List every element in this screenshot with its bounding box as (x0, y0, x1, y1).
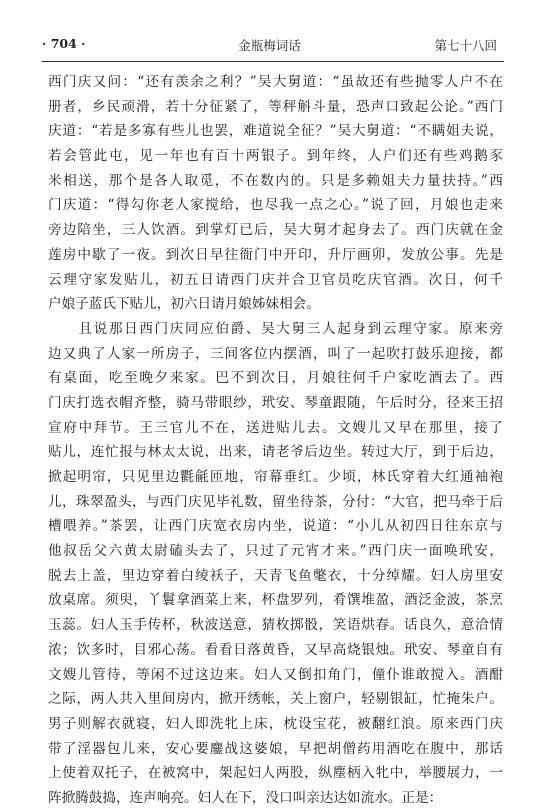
text-line: 槽喂养。”茶罢，让西门庆宽衣房内坐，说道：“小儿从初四日往东京与 (48, 518, 503, 535)
text-line: 且说那日西门庆同应伯爵、吴大舅三人起身到云理守家。原来旁 (48, 320, 503, 337)
body-text (48, 70, 503, 811)
text-line: 册者，乡民顽滑，若十分征紧了，等秤斛斗量，恐声口致起公论。”西门 (48, 98, 503, 115)
text-line: 宣府中拜节。王三官儿不在，送进贴儿去。文嫂儿又早在那里，接了 (48, 419, 503, 436)
text-line: 他叔岳父六黄太尉磕头去了，只过了元宵才来。”西门庆一面唤玳安， (48, 543, 503, 560)
book-title: 金瓶梅词话 (238, 38, 301, 53)
text-line: 阵掀腾鼓捣，连声响亮。妇人在下，没口叫亲达达如流水。正是： (48, 789, 443, 806)
text-line: 边又典了人家一所房子，三间客位内摆酒，叫了一起吹打鼓乐迎接，都 (48, 345, 503, 362)
text-line: 云理守家发贴儿，初五日请西门庆并合卫官员吃庆官酒。次日，何千 (48, 271, 503, 288)
text-line: 儿，珠翠盈头，与西门庆见毕礼数，留坐待茶，分付：“大官，把马牵于后 (48, 493, 503, 510)
chapter-label: 第七十八回 (434, 38, 497, 53)
text-line: 玉蕊。妇人玉手传杯，秋波送意，猜枚掷骰，笑语烘春。话良久，意洽情 (48, 617, 503, 634)
text-line: 若会管此屯，见一年也有百十两银子。到年终，人户们还有些鸡鹅豕 (48, 148, 503, 165)
header-rule (42, 61, 504, 62)
text-line: 有桌面，吃至晚夕来家。巴不到次日，月娘往何千户家吃酒去了。西 (48, 370, 503, 387)
text-line: 带了淫器包儿来，安心要鏖战这婆娘，早把胡僧药用酒吃在腹中，那话 (48, 740, 503, 757)
text-line: 莲房中歇了一夜。到次日早往衙门中开印，升厅画卯，发放公事。先是 (48, 246, 503, 263)
text-line: 脱去上盖，里边穿着白绫袄子，天青飞鱼氅衣，十分绰耀。妇人房里安 (48, 567, 503, 584)
text-line: 西门庆又问：“还有羡余之利？”吴大舅道：“虽故还有些抛零人户不在 (48, 74, 503, 90)
text-line: 米相送，那个是各人取觅，不在数内的。只是多赖姐夫力量扶持。”西 (48, 172, 503, 189)
text-line: 放桌席。须臾，丫鬟拿酒菜上来，杯盘罗列，肴馔堆盈，酒泛金波，茶烹 (48, 592, 503, 609)
text-line: 之际，两人共入里间房内，掀开绣帐，关上窗户，轻剔银缸，忙掩朱户。 (48, 691, 503, 708)
page-header (42, 34, 497, 56)
text-line: 户娘子蓝氏下贴儿，初六日请月娘姊妹相会。 (48, 296, 320, 313)
text-line: 庆道：“若是多寡有些儿也罢，难道说全征？”吴大舅道：“不瞒姐夫说， (48, 123, 503, 140)
text-line: 文嫂儿管待，等闲不过这边来。妇人又倒扣角门，僮仆谁敢搅入。酒酣 (48, 666, 503, 683)
text-line: 门庆道：“得勾你老人家搅给，也尽我一点之心。”说了回，月娘也走来 (48, 197, 503, 214)
page-number: · 704 · (42, 36, 86, 51)
text-line: 贴儿，连忙报与林太太说，出来，请老爷后边坐。转过大厅，到于后边， (48, 444, 503, 461)
text-line: 门庆打选衣帽齐整，骑马带眼纱，玳安、琴童跟随，午后时分，径来王招 (48, 394, 503, 411)
text-line: 掀起明帘，只见里边氍毹匝地，帘幕垂红。少顷，林氏穿着大红通袖袍 (48, 469, 503, 485)
text-line: 旁边陪坐，三人饮酒。到掌灯已后，吴大舅才起身去了。西门庆就在金 (48, 222, 503, 239)
text-line: 浓；饮多时，目邪心荡。看看日落黄昏，又早高烧银烛。玳安、琴童自有 (48, 641, 503, 658)
text-line: 男子则解衣就寝，妇人即洗牝上床，枕设宝花，被翻红浪。原来西门庆 (48, 715, 503, 732)
text-line: 上使着双托子，在被窝中，架起妇人两股，纵塵柄入牝中，举腰展力，一 (48, 765, 503, 782)
